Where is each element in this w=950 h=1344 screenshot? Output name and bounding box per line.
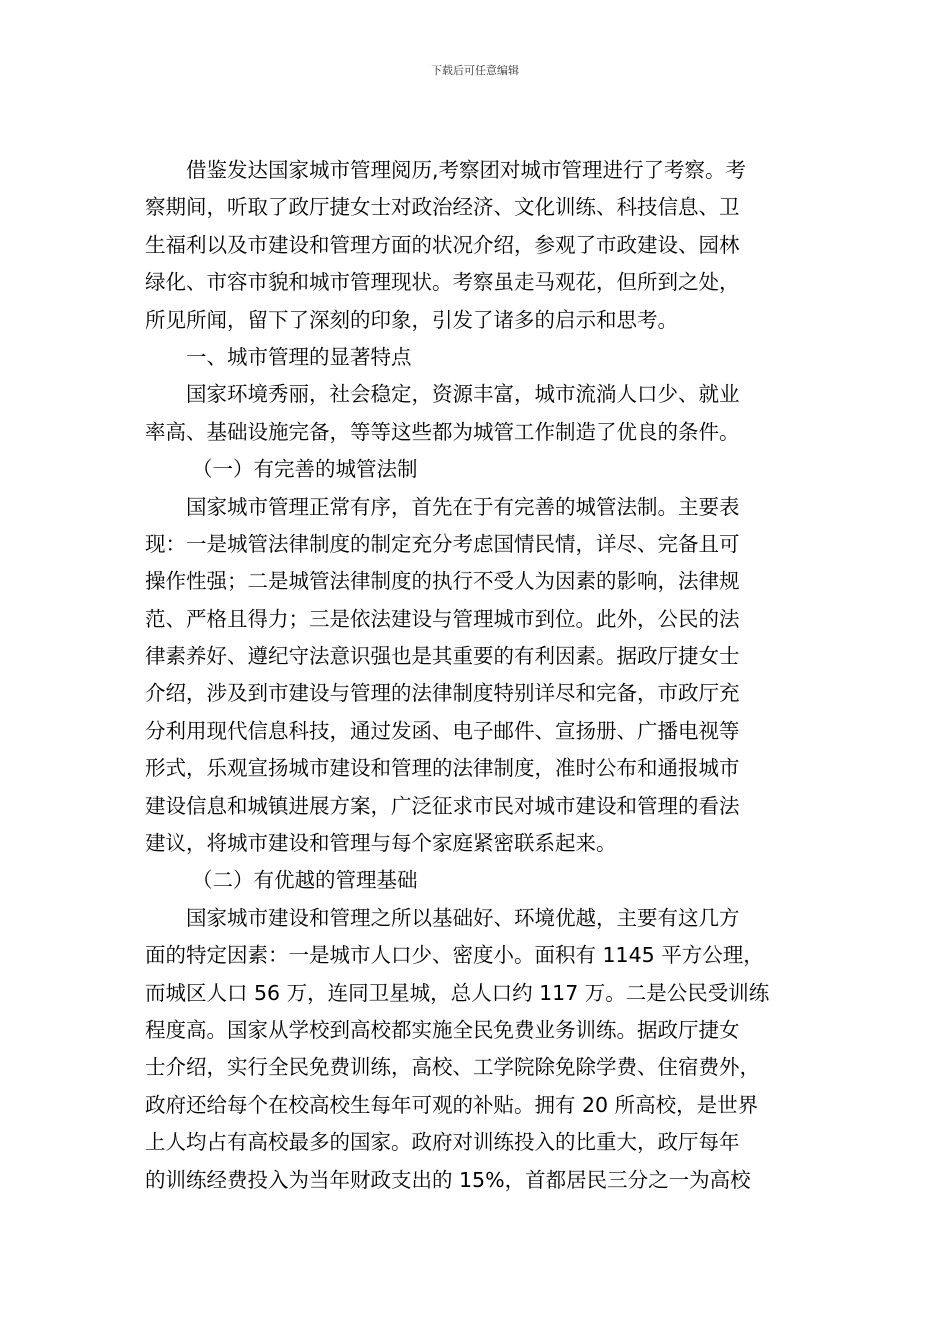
text-line: 上人均占有高校最多的国家。政府对训练投入的比重大，政厅每年 — [145, 1130, 740, 1155]
text-line: 操作性强；二是城管法律制度的执行不受人为因素的影响，法律规 — [145, 569, 740, 594]
text-line: 国家环境秀丽，社会稳定，资源丰富，城市流淌人口少、就业 — [186, 382, 740, 407]
text-line: （一）有完善的城管法制 — [192, 457, 418, 482]
text-line: 建议，将城市建设和管理与每个家庭紧密联系起来。 — [145, 831, 617, 856]
text-line: 面的特定因素：一是城市人口少、密度小。面积有 1145 平方公理， — [145, 943, 764, 968]
text-line: 一、城市管理的显著特点 — [186, 344, 412, 369]
text-line: 的训练经费投入为当年财政支出的 15%，首都居民三分之一为高校 — [145, 1167, 751, 1192]
text-line: 而城区人口 56 万，连同卫星城，总人口约 117 万。二是公民受训练 — [145, 980, 770, 1005]
text-line: 政府还给每个在校高校生每年可观的补贴。拥有 20 所高校，是世界 — [145, 1092, 759, 1117]
text-line: 绿化、市容市貌和城市管理现状。考察虽走马观花，但所到之处， — [145, 270, 740, 295]
text-line: 国家城市管理正常有序，首先在于有完善的城管法制。主要表 — [186, 494, 740, 519]
text-line: 建设信息和城镇进展方案，广泛征求市民对城市建设和管理的看法 — [145, 793, 740, 818]
text-line: 借鉴发达国家城市管理阅历,考察团对城市管理进行了考察。考 — [186, 158, 747, 182]
text-line: 程度高。国家从学校到高校都实施全民免费业务训练。据政厅捷女 — [145, 1017, 740, 1042]
text-line: 察期间，听取了政厅捷女士对政治经济、文化训练、科技信息、卫 — [145, 195, 740, 220]
page-header: 下载后可任意编辑 — [431, 64, 519, 77]
text-line: 率高、基础设施完备，等等这些都为城管工作制造了优良的条件。 — [145, 419, 740, 444]
text-line: 范、严格且得力；三是依法建设与管理城市到位。此外，公民的法 — [145, 606, 740, 631]
text-line: 介绍，涉及到市建设与管理的法律制度特别详尽和完备，市政厅充 — [145, 681, 740, 706]
text-line: 形式，乐观宣扬城市建设和管理的法律制度，准时公布和通报城市 — [145, 756, 740, 781]
text-line: 生福利以及市建设和管理方面的状况介绍，参观了市政建设、园林 — [145, 232, 740, 257]
document-body — [145, 152, 807, 1199]
text-line: （二）有优越的管理基础 — [192, 868, 418, 893]
text-line: 律素养好、遵纪守法意识强也是其重要的有利因素。据政厅捷女士 — [145, 644, 740, 669]
text-line: 国家城市建设和管理之所以基础好、环境优越，主要有这几方 — [186, 905, 740, 930]
text-line: 所见所闻，留下了深刻的印象，引发了诸多的启示和思考。 — [145, 307, 678, 332]
text-line: 士介绍，实行全民免费训练，高校、工学院除免除学费、住宿费外， — [145, 1055, 760, 1080]
text-line: 现：一是城管法律制度的制定充分考虑国情民情，详尽、完备且可 — [145, 531, 740, 556]
text-line: 分利用现代信息科技，通过发函、电子邮件、宣扬册、广播电视等 — [145, 718, 740, 743]
